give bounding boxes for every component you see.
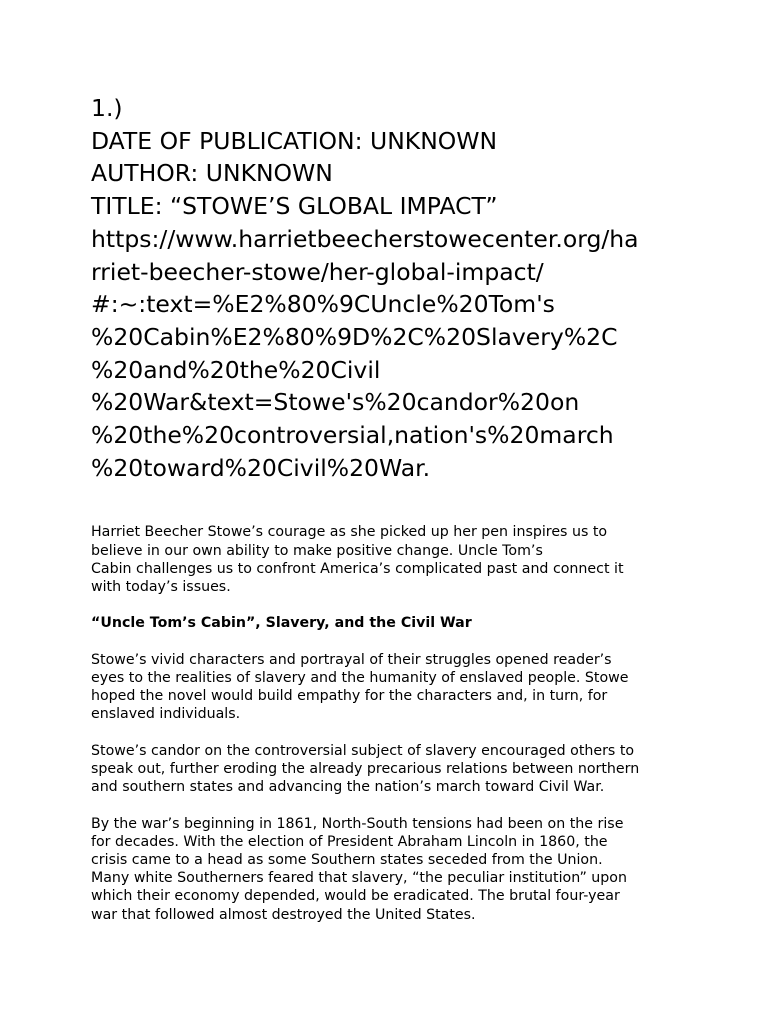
title-line: TITLE: “STOWE’S GLOBAL IMPACT” (91, 192, 498, 221)
text-line: eyes to the realities of slavery and the humanity of enslaved people. Stowe (91, 670, 629, 687)
text-line: Stowe’s vivid characters and portrayal of their struggles opened reader’s (91, 651, 612, 668)
text-line: Harriet Beecher Stowe’s courage as she picked up her pen inspires us to (91, 524, 608, 541)
body-paragraph-3 (91, 815, 691, 924)
source-url-line: %20and%20the%20Civil (91, 355, 381, 384)
text-line: By the war’s beginning in 1861, North-South tensions had been on the rise (91, 815, 624, 832)
article-body (91, 523, 691, 923)
source-url-line: %20Cabin%E2%80%9D%2C%20Slavery%2C (91, 322, 618, 351)
text-line: Many white Southerners feared that slavery, “the peculiar institution” upon (91, 870, 627, 887)
text-line: hoped the novel would build empathy for the characters and, in turn, for (91, 688, 608, 705)
text-line: enslaved individuals. (91, 706, 241, 723)
text-line: Cabin challenges us to confront America’s complicated past and connect it (91, 560, 624, 577)
text-line: speak out, further eroding the already precarious relations between northern (91, 761, 640, 778)
publication-date-line: DATE OF PUBLICATION: UNKNOWN (91, 126, 498, 155)
intro-paragraph (91, 523, 691, 596)
text-line: for decades. With the election of President Abraham Lincoln in 1860, the (91, 833, 608, 850)
text-line: with today’s issues. (91, 579, 231, 596)
body-paragraph-2 (91, 742, 691, 797)
text-line: believe in our own ability to make positive change. Uncle Tom’s (91, 542, 543, 559)
source-url-line: %20toward%20Civil%20War. (91, 453, 431, 482)
body-paragraph-1 (91, 651, 691, 724)
source-url-line: %20War&text=Stowe's%20candor%20on (91, 388, 580, 417)
source-url (91, 223, 691, 485)
text-line: which their economy depended, would be eradicated. The brutal four-year (91, 888, 620, 905)
source-url-line: %20the%20controversial,nation's%20march (91, 421, 614, 450)
text-line: war that followed almost destroyed the United States. (91, 906, 476, 923)
text-line: Stowe’s candor on the controversial subject of slavery encouraged others to (91, 742, 635, 759)
citation-block (91, 92, 691, 484)
section-heading: “Uncle Tom’s Cabin”, Slavery, and the Civil War (91, 615, 472, 632)
source-url-line: rriet-beecher-stowe/her-global-impact/ (91, 257, 544, 286)
text-line: crisis came to a head as some Southern states seceded from the Union. (91, 852, 603, 869)
source-url-line: https://www.harrietbeecherstowecenter.org/ha (91, 224, 639, 253)
source-url-line: #:~:text=%E2%80%9CUncle%20Tom's (91, 290, 555, 319)
citation-number: 1.) (91, 94, 123, 122)
author-line: AUTHOR: UNKNOWN (91, 159, 333, 188)
document-page (91, 92, 691, 924)
text-line: and southern states and advancing the nation’s march toward Civil War. (91, 779, 605, 796)
